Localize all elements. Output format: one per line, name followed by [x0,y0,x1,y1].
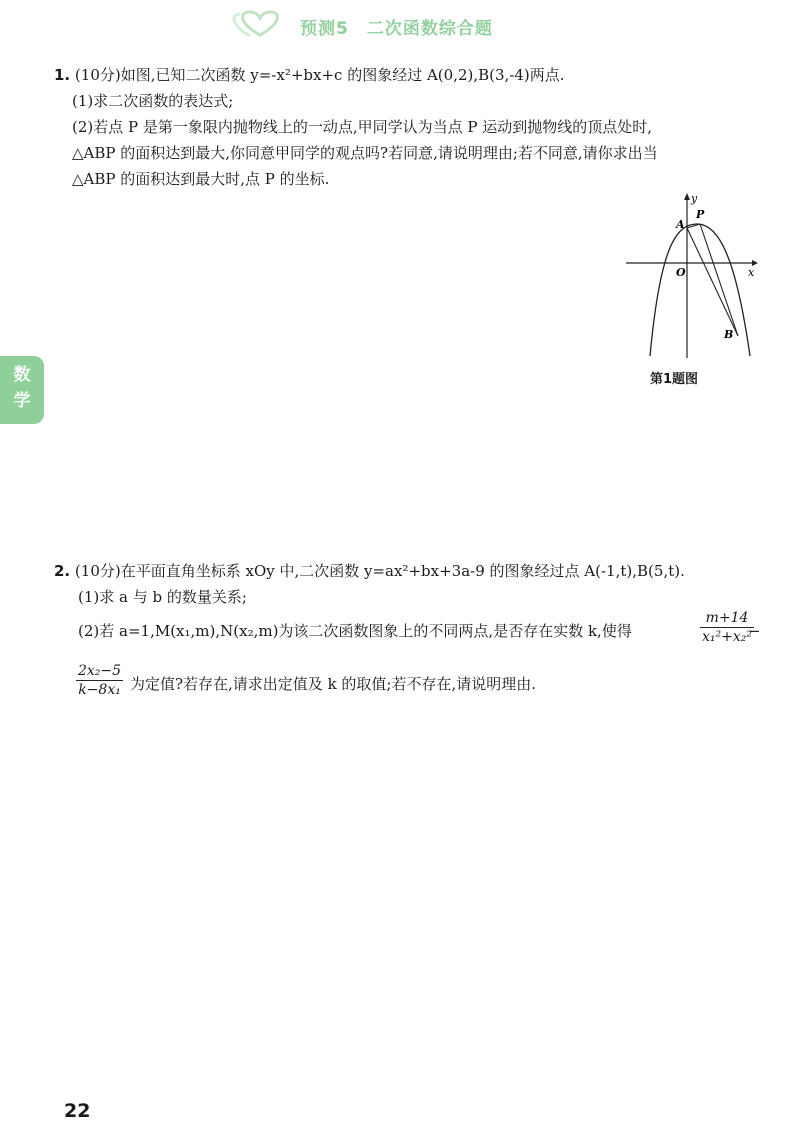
fraction-1-denominator: x₁²+x₂² [702,629,752,645]
fraction-2-numerator: 2x₂−5 [78,663,122,679]
segment-pb [700,224,738,336]
subject-side-tab [0,356,44,424]
figure-caption: 第1题图 [650,372,699,387]
side-tab-label [12,362,32,414]
side-tab-char-2: 学 [13,391,31,411]
fraction-2-denominator: k−8x₁ [78,682,121,698]
q1-line-1 [54,66,565,85]
q1-number: 1. [54,66,71,84]
page-number: 22 [64,1100,91,1122]
page-header [230,8,540,38]
parabola-curve [650,224,750,356]
label-b: B [724,328,734,341]
side-tab-char-1: 数 [13,365,31,385]
q1-figure [620,190,760,362]
q1-text-1: (10分)如图,已知二次函数 y=-x²+bx+c 的图象经过 A(0,2),B(3,-4)两点. [74,66,565,84]
label-o: O [676,266,686,279]
label-a: A [676,218,685,231]
heart-outline-icon [230,8,290,38]
fraction-1 [700,610,754,645]
label-y: y [691,192,698,205]
label-x: x [748,266,755,279]
minus-sign: − [748,622,761,640]
label-p: P [696,208,705,221]
fraction-1-bar [700,627,754,628]
q2-line-1 [54,562,685,581]
fraction-1-numerator: m+14 [705,610,749,626]
q2-line-2: (1)求 a 与 b 的数量关系; [78,588,247,606]
y-axis-arrow-icon [684,193,690,200]
segment-ab [687,228,738,336]
section-title: 预测5 二次函数综合题 [300,19,493,39]
fraction-2-bar [76,680,123,681]
q2-text-1: (10分)在平面直角坐标系 xOy 中,二次函数 y=ax²+bx+3a-9 的图象经过点 A(-1,t),B(5,t). [74,562,685,580]
fraction-2 [76,663,123,698]
q2-number: 2. [54,562,71,580]
q1-line-3: (2)若点 P 是第一象限内抛物线上的一动点,甲同学认为当点 P 运动到抛物线的顶点处时, [72,118,653,136]
q1-line-2: (1)求二次函数的表达式; [72,92,234,110]
q2-line-4: 为定值?若存在,请求出定值及 k 的取值;若不存在,请说明理由. [130,675,537,693]
q1-line-5: △ABP 的面积达到最大时,点 P 的坐标. [72,170,330,188]
q1-line-4: △ABP 的面积达到最大,你同意甲同学的观点吗?若同意,请说明理由;若不同意,请你求出当 [72,144,658,162]
q2-line-3: (2)若 a=1,M(x₁,m),N(x₂,m)为该二次函数图象上的不同两点,是否存在实数 k,使得 [78,622,632,640]
